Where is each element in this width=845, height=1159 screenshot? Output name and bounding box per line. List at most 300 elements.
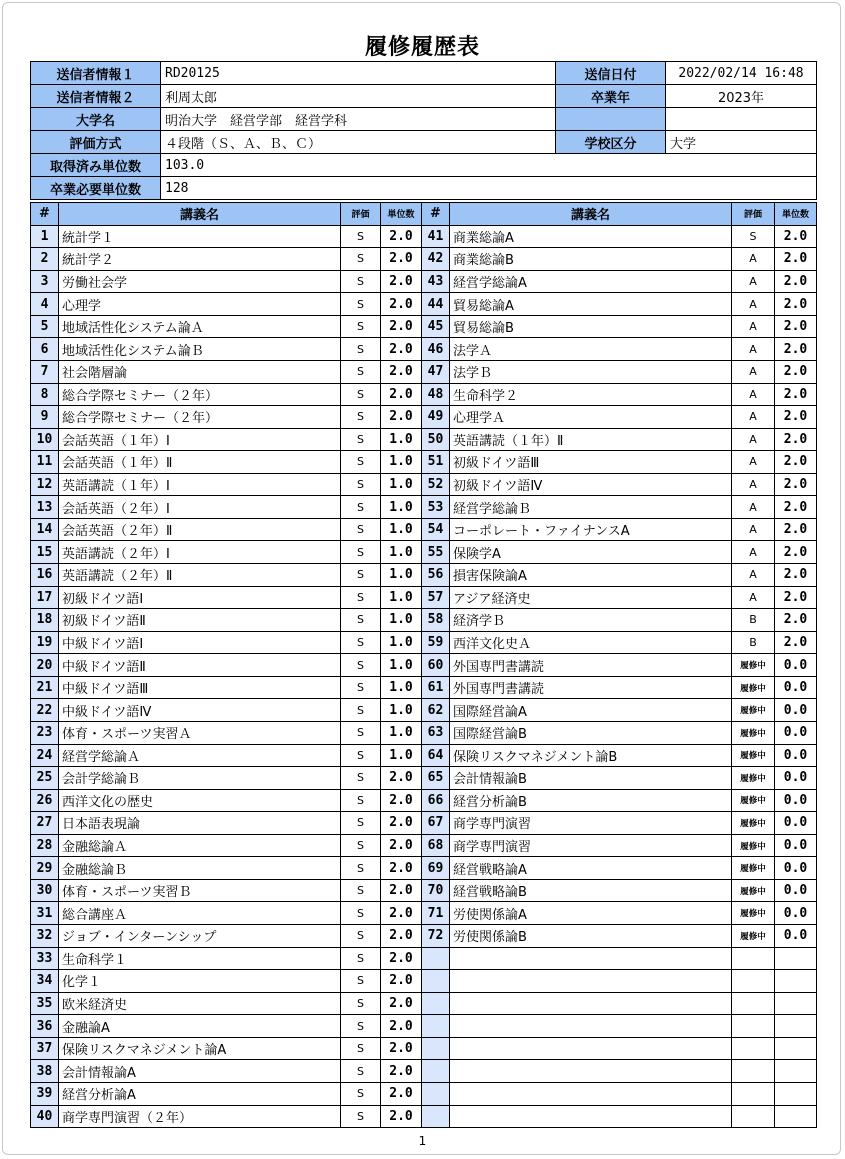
course-grade: S xyxy=(341,473,381,496)
course-credits: 2.0 xyxy=(381,383,422,406)
empty-cell xyxy=(732,1105,775,1128)
course-credits: 2.0 xyxy=(775,518,817,541)
course-grade: S xyxy=(341,970,381,993)
course-name: 経営戦略論A xyxy=(450,857,732,880)
sender2-label: 送信者情報２ xyxy=(31,85,161,108)
earned-credits-value: 103.0 xyxy=(161,154,817,177)
course-name: 貿易総論B xyxy=(450,315,732,338)
course-number: 7 xyxy=(31,360,59,383)
course-grade: 履修中 xyxy=(732,789,775,812)
empty-cell xyxy=(422,947,450,970)
sent-date-value: 2022/02/14 16:48 xyxy=(666,62,817,85)
empty-cell xyxy=(732,1082,775,1105)
course-name: 法学Ｂ xyxy=(450,360,732,383)
course-grade: S xyxy=(732,225,775,248)
empty-cell xyxy=(732,992,775,1015)
course-grade: S xyxy=(341,789,381,812)
course-grade: B xyxy=(732,631,775,654)
course-credits: 2.0 xyxy=(775,293,817,316)
course-name: 英語講読（１年）Ⅱ xyxy=(450,428,732,451)
course-grade: 履修中 xyxy=(732,699,775,722)
empty-cell xyxy=(422,970,450,993)
course-credits: 2.0 xyxy=(775,541,817,564)
course-credits: 2.0 xyxy=(381,1105,422,1128)
page-number: 1 xyxy=(418,1134,427,1148)
course-credits: 2.0 xyxy=(381,293,422,316)
course-credits: 2.0 xyxy=(381,1082,422,1105)
course-number: 71 xyxy=(422,902,450,925)
empty-cell xyxy=(732,970,775,993)
course-number: 12 xyxy=(31,473,59,496)
course-credits: 0.0 xyxy=(775,812,817,835)
course-credits: 2.0 xyxy=(381,812,422,835)
table-row xyxy=(31,676,817,699)
course-number: 31 xyxy=(31,902,59,925)
course-credits: 2.0 xyxy=(381,1037,422,1060)
course-credits: 0.0 xyxy=(775,654,817,677)
course-name: 法学Ａ xyxy=(450,338,732,361)
course-credits: 2.0 xyxy=(775,248,817,271)
course-credits: 2.0 xyxy=(381,360,422,383)
sent-date-label: 送信日付 xyxy=(556,62,666,85)
course-name: 外国専門書講読 xyxy=(450,654,732,677)
course-name: 体育・スポーツ実習Ａ xyxy=(59,721,341,744)
course-credits: 0.0 xyxy=(775,902,817,925)
course-name: 日本語表現論 xyxy=(59,812,341,835)
empty-cell xyxy=(732,1060,775,1083)
course-name: 金融総論Ａ xyxy=(59,834,341,857)
course-grade: S xyxy=(341,1105,381,1128)
course-name: 会計情報論A xyxy=(59,1060,341,1083)
empty-cell xyxy=(450,1082,732,1105)
course-number: 10 xyxy=(31,428,59,451)
course-grade: S xyxy=(341,586,381,609)
course-number: 32 xyxy=(31,925,59,948)
course-grade: S xyxy=(341,383,381,406)
course-name: 英語講読（２年）Ⅰ xyxy=(59,541,341,564)
course-credits: 2.0 xyxy=(775,631,817,654)
course-number: 11 xyxy=(31,451,59,474)
course-name: 会計情報論B xyxy=(450,767,732,790)
empty-cell xyxy=(450,1105,732,1128)
course-grade: S xyxy=(341,541,381,564)
course-name: 経営学総論Ａ xyxy=(59,744,341,767)
course-credits: 1.0 xyxy=(381,631,422,654)
course-grade: 履修中 xyxy=(732,812,775,835)
course-credits: 1.0 xyxy=(381,744,422,767)
empty-cell xyxy=(450,970,732,993)
course-grade: S xyxy=(341,518,381,541)
empty-cell xyxy=(775,947,817,970)
sender1-label: 送信者情報１ xyxy=(31,62,161,85)
course-name: コーポレート・ファイナンスA xyxy=(450,518,732,541)
course-number: 37 xyxy=(31,1037,59,1060)
course-credits: 1.0 xyxy=(381,654,422,677)
course-credits: 2.0 xyxy=(381,947,422,970)
table-row xyxy=(31,992,817,1015)
course-grade: A xyxy=(732,315,775,338)
course-number: 34 xyxy=(31,970,59,993)
course-number: 22 xyxy=(31,699,59,722)
table-row xyxy=(31,248,817,271)
course-name: 経営戦略論B xyxy=(450,879,732,902)
col-header-name-right: 講義名 xyxy=(450,203,732,226)
school-type-label: 学校区分 xyxy=(556,131,666,154)
course-number: 29 xyxy=(31,857,59,880)
course-credits: 2.0 xyxy=(381,767,422,790)
course-grade: S xyxy=(341,248,381,271)
table-row xyxy=(31,293,817,316)
course-name: 欧米経済史 xyxy=(59,992,341,1015)
table-row xyxy=(31,428,817,451)
course-grade: S xyxy=(341,857,381,880)
course-name: 英語講読（２年）Ⅱ xyxy=(59,564,341,587)
course-name: 中級ドイツ語Ⅰ xyxy=(59,631,341,654)
table-row xyxy=(31,699,817,722)
empty-cell xyxy=(775,970,817,993)
course-number: 58 xyxy=(422,609,450,632)
earned-credits-label: 取得済み単位数 xyxy=(31,154,161,177)
course-credits: 2.0 xyxy=(775,473,817,496)
course-credits: 1.0 xyxy=(381,428,422,451)
course-name: 初級ドイツ語Ⅱ xyxy=(59,609,341,632)
empty-cell xyxy=(775,1060,817,1083)
table-row xyxy=(31,518,817,541)
table-row xyxy=(31,1015,817,1038)
course-number: 40 xyxy=(31,1105,59,1128)
eval-method-label: 評価方式 xyxy=(31,131,161,154)
course-credits: 2.0 xyxy=(381,225,422,248)
course-grade: A xyxy=(732,451,775,474)
course-number: 57 xyxy=(422,586,450,609)
course-name: 労使関係論B xyxy=(450,925,732,948)
col-header-grade-right: 評価 xyxy=(732,203,775,226)
course-name: 初級ドイツ語Ⅲ xyxy=(450,451,732,474)
course-name: ジョブ・インターンシップ xyxy=(59,925,341,948)
course-credits: 2.0 xyxy=(381,970,422,993)
course-grade: 履修中 xyxy=(732,767,775,790)
course-grade: S xyxy=(341,902,381,925)
course-name: 英語講読（１年）Ⅰ xyxy=(59,473,341,496)
table-row xyxy=(31,925,817,948)
table-row xyxy=(31,383,817,406)
course-number: 65 xyxy=(422,767,450,790)
table-row xyxy=(31,970,817,993)
course-grade: S xyxy=(341,225,381,248)
course-name: 会話英語（１年）Ⅱ xyxy=(59,451,341,474)
course-grade: S xyxy=(341,744,381,767)
col-header-num-right: # xyxy=(422,203,450,226)
course-name: 生命科学２ xyxy=(450,383,732,406)
table-row xyxy=(31,902,817,925)
course-grade: A xyxy=(732,338,775,361)
course-name: 経営学総論A xyxy=(450,270,732,293)
course-number: 45 xyxy=(422,315,450,338)
course-grade: S xyxy=(341,1060,381,1083)
course-number: 72 xyxy=(422,925,450,948)
course-grade: A xyxy=(732,586,775,609)
course-number: 25 xyxy=(31,767,59,790)
course-grade: S xyxy=(341,992,381,1015)
course-credits: 2.0 xyxy=(775,338,817,361)
course-name: 中級ドイツ語Ⅲ xyxy=(59,676,341,699)
course-number: 26 xyxy=(31,789,59,812)
course-name: 商学専門演習 xyxy=(450,812,732,835)
course-name: 国際経営論B xyxy=(450,721,732,744)
course-credits: 2.0 xyxy=(381,1060,422,1083)
course-credits: 2.0 xyxy=(775,360,817,383)
course-number: 47 xyxy=(422,360,450,383)
course-number: 1 xyxy=(31,225,59,248)
course-credits: 2.0 xyxy=(381,902,422,925)
course-name: 会話英語（１年）Ⅰ xyxy=(59,428,341,451)
table-row xyxy=(31,473,817,496)
course-credits: 0.0 xyxy=(775,767,817,790)
course-name: 会計学総論Ｂ xyxy=(59,767,341,790)
course-grade: S xyxy=(341,428,381,451)
course-number: 33 xyxy=(31,947,59,970)
table-row xyxy=(31,338,817,361)
sender1-value: RD20125 xyxy=(161,62,556,85)
course-grade: S xyxy=(341,1082,381,1105)
course-number: 49 xyxy=(422,406,450,429)
course-name: 経営分析論B xyxy=(450,789,732,812)
course-number: 15 xyxy=(31,541,59,564)
empty-cell xyxy=(775,1037,817,1060)
empty-cell xyxy=(732,1015,775,1038)
required-credits-label: 卒業必要単位数 xyxy=(31,177,161,200)
course-name: 金融総論Ｂ xyxy=(59,857,341,880)
course-grade: A xyxy=(732,428,775,451)
course-name: 統計学２ xyxy=(59,248,341,271)
empty-cell xyxy=(422,1060,450,1083)
table-row xyxy=(31,767,817,790)
course-number: 44 xyxy=(422,293,450,316)
course-credits: 1.0 xyxy=(381,473,422,496)
col-header-name: 講義名 xyxy=(59,203,341,226)
course-number: 42 xyxy=(422,248,450,271)
course-grade: 履修中 xyxy=(732,879,775,902)
course-name: 地域活性化システム論Ａ xyxy=(59,315,341,338)
course-number: 70 xyxy=(422,879,450,902)
course-credits: 1.0 xyxy=(381,586,422,609)
course-name: 商学専門演習 xyxy=(450,834,732,857)
course-name: 商業総論B xyxy=(450,248,732,271)
col-header-grade: 評価 xyxy=(341,203,381,226)
course-number: 4 xyxy=(31,293,59,316)
course-number: 48 xyxy=(422,383,450,406)
course-credits: 0.0 xyxy=(775,834,817,857)
course-grade: S xyxy=(341,315,381,338)
course-grade: S xyxy=(341,270,381,293)
course-grade: 履修中 xyxy=(732,744,775,767)
course-credits: 2.0 xyxy=(381,270,422,293)
table-row xyxy=(31,360,817,383)
course-grade: S xyxy=(341,631,381,654)
course-credits: 1.0 xyxy=(381,518,422,541)
course-grade: S xyxy=(341,879,381,902)
col-header-credits: 単位数 xyxy=(381,203,422,226)
course-credits: 2.0 xyxy=(775,428,817,451)
empty-cell xyxy=(450,947,732,970)
course-grade: A xyxy=(732,406,775,429)
course-name: 経済学Ｂ xyxy=(450,609,732,632)
course-number: 63 xyxy=(422,721,450,744)
course-name: 体育・スポーツ実習Ｂ xyxy=(59,879,341,902)
required-credits-value: 128 xyxy=(161,177,817,200)
course-number: 20 xyxy=(31,654,59,677)
course-number: 68 xyxy=(422,834,450,857)
course-credits: 2.0 xyxy=(775,586,817,609)
course-credits: 1.0 xyxy=(381,699,422,722)
table-row xyxy=(31,1105,817,1128)
course-number: 6 xyxy=(31,338,59,361)
university-label: 大学名 xyxy=(31,108,161,131)
course-grade: A xyxy=(732,564,775,587)
course-number: 39 xyxy=(31,1082,59,1105)
table-row xyxy=(31,631,817,654)
empty-cell xyxy=(422,1015,450,1038)
course-grade: S xyxy=(341,834,381,857)
course-credits: 2.0 xyxy=(381,406,422,429)
course-number: 30 xyxy=(31,879,59,902)
table-row xyxy=(31,406,817,429)
col-header-num: # xyxy=(31,203,59,226)
table-row xyxy=(31,451,817,474)
table-row xyxy=(31,1037,817,1060)
course-credits: 2.0 xyxy=(775,225,817,248)
course-number: 14 xyxy=(31,518,59,541)
course-grade: S xyxy=(341,676,381,699)
course-number: 17 xyxy=(31,586,59,609)
course-grade: A xyxy=(732,293,775,316)
course-grade: S xyxy=(341,654,381,677)
course-credits: 2.0 xyxy=(381,992,422,1015)
empty-cell xyxy=(450,1037,732,1060)
course-number: 60 xyxy=(422,654,450,677)
empty-cell xyxy=(422,1082,450,1105)
course-number: 62 xyxy=(422,699,450,722)
course-grade: A xyxy=(732,473,775,496)
table-row xyxy=(31,586,817,609)
course-name: 貿易総論A xyxy=(450,293,732,316)
course-number: 24 xyxy=(31,744,59,767)
course-name: 会話英語（２年）Ⅰ xyxy=(59,496,341,519)
course-number: 9 xyxy=(31,406,59,429)
course-number: 13 xyxy=(31,496,59,519)
course-credits: 0.0 xyxy=(775,857,817,880)
course-name: 中級ドイツ語Ⅱ xyxy=(59,654,341,677)
course-number: 52 xyxy=(422,473,450,496)
course-number: 54 xyxy=(422,518,450,541)
course-number: 2 xyxy=(31,248,59,271)
course-grade: S xyxy=(341,338,381,361)
table-row xyxy=(31,1060,817,1083)
course-grade: 履修中 xyxy=(732,902,775,925)
course-grade: 履修中 xyxy=(732,925,775,948)
course-credits: 1.0 xyxy=(381,609,422,632)
course-credits: 2.0 xyxy=(775,383,817,406)
course-grade: 履修中 xyxy=(732,721,775,744)
course-grade: A xyxy=(732,360,775,383)
course-credits: 1.0 xyxy=(381,564,422,587)
course-credits: 0.0 xyxy=(775,676,817,699)
course-grade: S xyxy=(341,496,381,519)
course-credits: 1.0 xyxy=(381,496,422,519)
course-number: 21 xyxy=(31,676,59,699)
course-name: 保険学A xyxy=(450,541,732,564)
course-name: 統計学１ xyxy=(59,225,341,248)
course-name: 会話英語（２年）Ⅱ xyxy=(59,518,341,541)
empty-cell xyxy=(450,992,732,1015)
course-number: 36 xyxy=(31,1015,59,1038)
course-number: 55 xyxy=(422,541,450,564)
course-name: 地域活性化システム論Ｂ xyxy=(59,338,341,361)
empty-cell xyxy=(422,1105,450,1128)
course-credits: 2.0 xyxy=(381,248,422,271)
blank-value xyxy=(666,108,817,131)
table-row xyxy=(31,1082,817,1105)
course-grade: A xyxy=(732,518,775,541)
empty-cell xyxy=(775,992,817,1015)
course-grade: A xyxy=(732,383,775,406)
course-credits: 2.0 xyxy=(381,925,422,948)
course-name: 保険リスクマネジメント論A xyxy=(59,1037,341,1060)
course-grade: S xyxy=(341,451,381,474)
course-number: 27 xyxy=(31,812,59,835)
course-name: アジア経済史 xyxy=(450,586,732,609)
university-value: 明治大学 経営学部 経営学科 xyxy=(161,108,556,131)
course-grade: S xyxy=(341,721,381,744)
table-row xyxy=(31,744,817,767)
course-grade: A xyxy=(732,248,775,271)
course-credits: 2.0 xyxy=(381,1015,422,1038)
empty-cell xyxy=(732,1037,775,1060)
course-name: 労使関係論A xyxy=(450,902,732,925)
course-name: 化学１ xyxy=(59,970,341,993)
course-grade: S xyxy=(341,406,381,429)
course-grade: 履修中 xyxy=(732,676,775,699)
course-grade: S xyxy=(341,609,381,632)
course-grade: 履修中 xyxy=(732,857,775,880)
course-name: 外国専門書講読 xyxy=(450,676,732,699)
course-credits: 0.0 xyxy=(775,721,817,744)
course-number: 46 xyxy=(422,338,450,361)
course-number: 61 xyxy=(422,676,450,699)
course-number: 38 xyxy=(31,1060,59,1083)
course-credits: 2.0 xyxy=(775,315,817,338)
course-name: 商学専門演習（２年） xyxy=(59,1105,341,1128)
course-credits: 0.0 xyxy=(775,925,817,948)
course-number: 67 xyxy=(422,812,450,835)
course-credits: 0.0 xyxy=(775,699,817,722)
course-number: 41 xyxy=(422,225,450,248)
course-credits: 2.0 xyxy=(381,857,422,880)
table-row xyxy=(31,609,817,632)
course-credits: 1.0 xyxy=(381,541,422,564)
course-name: 総合学際セミナー（２年） xyxy=(59,406,341,429)
course-grade: A xyxy=(732,541,775,564)
table-row xyxy=(31,857,817,880)
course-name: 国際経営論A xyxy=(450,699,732,722)
course-number: 51 xyxy=(422,451,450,474)
course-number: 8 xyxy=(31,383,59,406)
course-number: 66 xyxy=(422,789,450,812)
course-table xyxy=(30,202,817,1128)
course-credits: 2.0 xyxy=(381,338,422,361)
course-name: 心理学 xyxy=(59,293,341,316)
table-row xyxy=(31,654,817,677)
